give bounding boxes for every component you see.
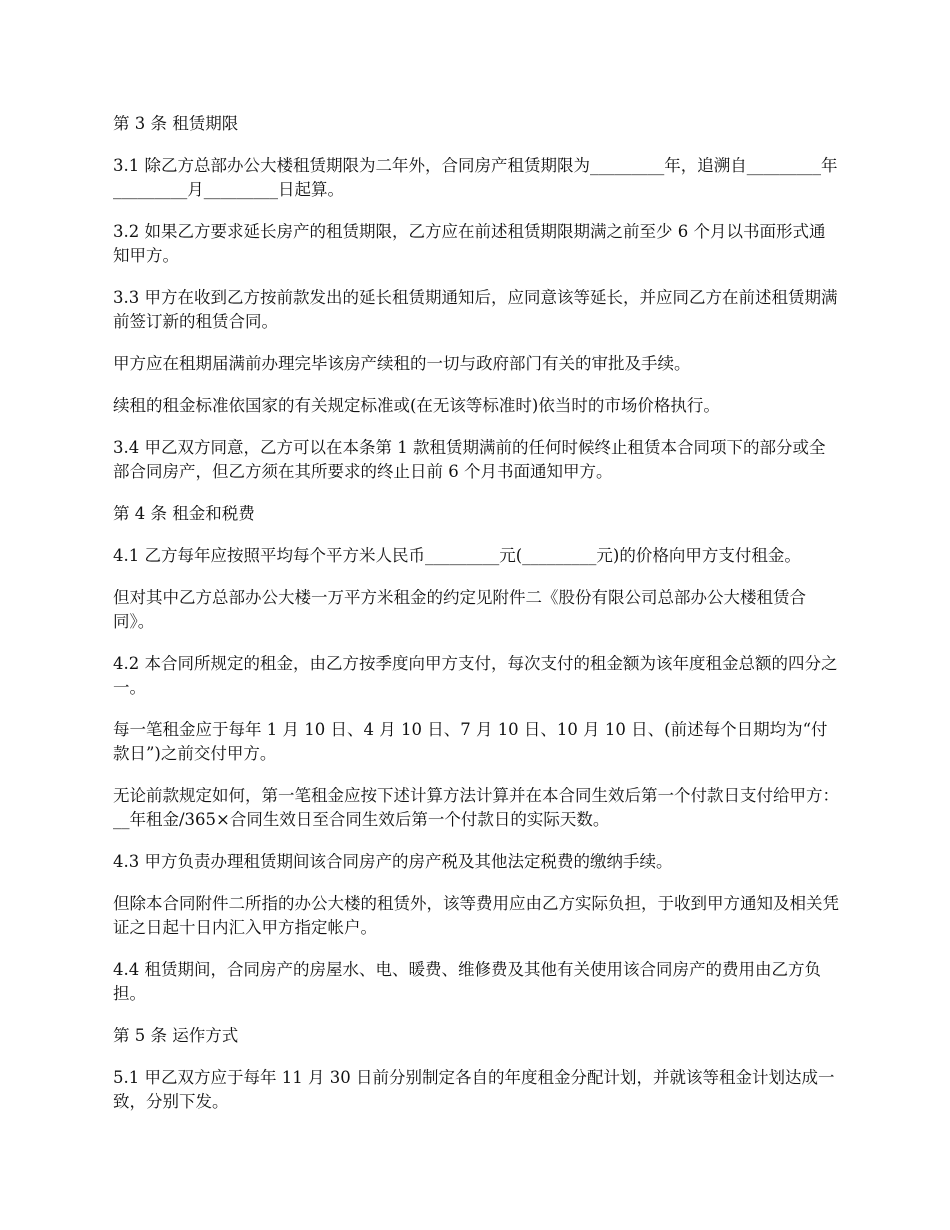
clause-4-2-payment-dates: 每一笔租金应于每年 1 月 10 日、4 月 10 日、7 月 10 日、10 月 10 日、(前述每个日期均为“付款日”)之前交付甲方。: [113, 720, 828, 763]
clause-3-2: 3.2 如果乙方要求延长房产的租赁期限，乙方应在前述租赁期限期满之前至少 6 个月以书面形式通知甲方。: [113, 222, 826, 265]
clause-4-4: 4.4 租赁期间，合同房产的房屋水、电、暖费、维修费及其他有关使用该合同房产的费用由乙方负担。: [113, 960, 821, 1003]
article-3-heading: 第 3 条 租赁期限: [113, 114, 239, 133]
clause-4-1: 4.1 乙方每年应按照平均每个平方米人民币_________元(_________元)的价格向甲方支付租金。: [113, 546, 801, 565]
article-4-heading: 第 4 条 租金和税费: [113, 504, 255, 523]
clause-4-1-hq-note: 但对其中乙方总部办公大楼一万平方米租金的约定见附件二《股份有限公司总部办公大楼租赁合同》。: [113, 588, 806, 631]
clause-3-3-renewal-rent: 续租的租金标准依国家的有关规定标准或(在无该等标准时)依当时的市场价格执行。: [113, 396, 720, 415]
clause-5-1: 5.1 甲乙双方应于每年 11 月 30 日前分别制定各自的年度租金分配计划，并就该等租金计划达成一致，分别下发。: [113, 1068, 835, 1111]
clause-4-3: 4.3 甲方负责办理租赁期间该合同房产的房产税及其他法定税费的缴纳手续。: [113, 852, 673, 871]
article-5-heading: 第 5 条 运作方式: [113, 1026, 239, 1045]
clause-4-2: 4.2 本合同所规定的租金，由乙方按季度向甲方支付，每次支付的租金额为该年度租金总额的四分之一。: [113, 654, 838, 697]
clause-4-2-first-payment: 无论前款规定如何，第一笔租金应按下述计算方法计算并在本合同生效后第一个付款日支付给甲方：__年租金/365×合同生效日至合同生效后第一个付款日的实际天数。: [113, 786, 839, 829]
clause-3-1: 3.1 除乙方总部办公大楼租赁期限为二年外，合同房产租赁期限为_________年，追溯自_________年_________月_________日起算。: [113, 156, 838, 199]
clause-3-3: 3.3 甲方在收到乙方按前款发出的延长租赁期通知后，应同意该等延长，并应同乙方在前述租赁期满前签订新的租赁合同。: [113, 288, 838, 331]
clause-4-3-cost-bearing: 但除本合同附件二所指的办公大楼的租赁外，该等费用应由乙方实际负担，于收到甲方通知及相关凭证之日起十日内汇入甲方指定帐户。: [113, 894, 839, 937]
clause-3-3-renewal-approval: 甲方应在租期届满前办理完毕该房产续租的一切与政府部门有关的审批及手续。: [113, 354, 691, 373]
clause-3-4: 3.4 甲乙双方同意，乙方可以在本条第 1 款租赁期满前的任何时候终止租赁本合同项下的部分或全部合同房产，但乙方须在其所要求的终止日前 6 个月书面通知甲方。: [113, 438, 826, 481]
